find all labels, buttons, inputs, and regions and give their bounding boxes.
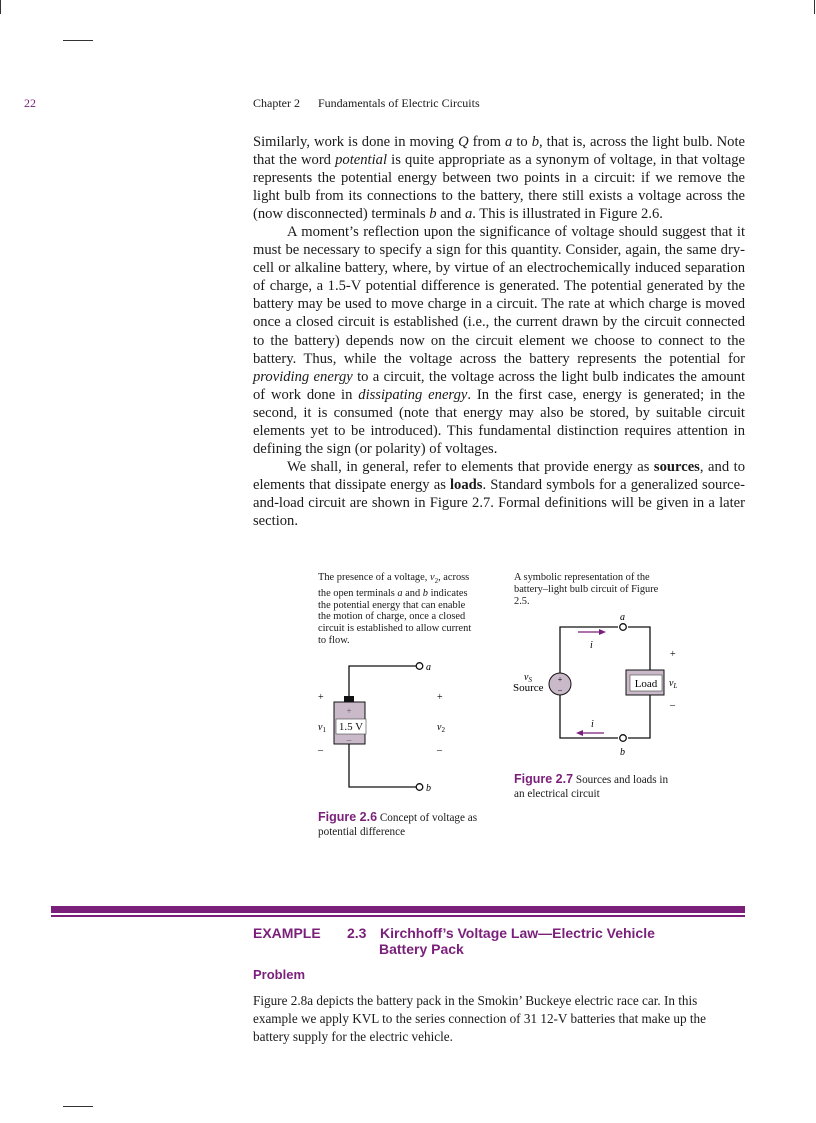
source-label: Source: [513, 682, 544, 694]
figure-2-6-diagram: [300, 650, 470, 810]
label-a: a: [426, 662, 431, 673]
battery-cap: [344, 696, 354, 702]
v2-minus: –: [437, 745, 442, 756]
example-title-line-1: Kirchhoff’s Voltage Law—Electric Vehicle: [380, 925, 655, 941]
problem-text: Figure 2.8a depicts the battery pack in the Smokin’ Buckeye electric race car. In this example we apply KVL to the series connection of 31 12-V batteries that make up the battery supply for the electric vehicle.: [253, 993, 706, 1044]
source-minus: –: [558, 685, 562, 694]
example-heading: [253, 925, 655, 957]
label-b: b: [620, 747, 625, 758]
v1-plus: +: [318, 692, 324, 703]
v2-label: $v_2$: [437, 722, 445, 734]
vs-label: $v_S$: [524, 672, 532, 684]
battery-minus-sign: –: [346, 735, 352, 745]
vl-plus: +: [670, 649, 676, 660]
paragraph-3: We shall, in general, refer to elements that provide energy as sources, and to elements that dissipate energy as loads. Standard symbols for a generalized source-and-load circuit are shown in Figure 2.7. Formal definitions will be given in a later section.: [253, 458, 745, 529]
vl-minus: –: [670, 700, 675, 711]
current-label-bottom: i: [591, 719, 594, 730]
current-arrowhead-bottom: [576, 730, 583, 736]
chapter-label: Chapter 2: [253, 96, 300, 110]
example-rule-bottom: [51, 915, 745, 917]
source-plus: +: [557, 675, 563, 684]
crop-mark: [63, 1106, 93, 1107]
label-b: b: [426, 783, 431, 794]
crop-mark: [0, 0, 1, 14]
chapter-title: Fundamentals of Electric Circuits: [318, 96, 480, 110]
page-number: 22: [24, 96, 36, 110]
terminal-b: [416, 784, 423, 791]
crop-mark: [63, 40, 93, 41]
terminal-a: [416, 663, 423, 670]
v1-minus: –: [318, 745, 323, 756]
example-number: 2.3: [347, 925, 367, 941]
v1-label: $v_1$: [318, 722, 326, 734]
current-label-top: i: [590, 640, 593, 651]
paragraph-1: Similarly, work is done in moving Q from a to b, that is, across the light bulb. Note that the word potential is quite appropriate as a synonym of voltage, in that voltage represents the potential energy between two points in a circuit: if we remove the light bulb from its connections to the battery, there still exists a voltage across the (now disconnected) terminals b and a. This is illustrated in Figure 2.6.: [253, 134, 745, 223]
running-head: [253, 96, 480, 111]
example-rule-top: [51, 906, 745, 913]
battery-value: 1.5 V: [338, 721, 364, 733]
crop-mark: [814, 0, 815, 14]
terminal-b: [620, 735, 627, 742]
figure-2-7-caption: Figure 2.7 Sources and loads in an electrical circuit: [514, 772, 669, 800]
load-label: Load: [634, 678, 658, 690]
example-label: EXAMPLE: [253, 925, 321, 941]
v2-plus: +: [437, 692, 443, 703]
paragraph-2: A moment’s reflection upon the significance of voltage should suggest that it must be necessary to specify a sign for this quantity. Consider, again, the same dry-cell or alkaline battery, where, by virtue of an electrochemically induced separation of charge, a 1.5-V potential difference is generated. The potential generated by the battery may be used to move charge in a circuit. The rate at which charge is moved once a closed circuit is established (i.e., the current drawn by the circuit connected to the battery) depends now on the circuit element we choose to connect to the battery. Thus, while the voltage across the battery represents the potential for providing energy to a circuit, the voltage across the light bulb indicates the amount of work done in dissipating energy. In the first case, energy is generated; in the second, it is consumed (note that energy may also be stored, by suitable circuit elements yet to be introduced). This fundamental distinction requires attention in defining the sign (or polarity) of voltages.: [253, 224, 745, 457]
figure-2-7-sidenote: A symbolic representation of the battery–light bulb circuit of Figure 2.5.: [514, 572, 659, 607]
battery-plus-sign: +: [346, 706, 352, 716]
problem-heading: Problem: [253, 967, 306, 982]
vl-label: $v_L$: [669, 678, 678, 690]
figure-2-6-sidenote: The presence of a voltage, $v_2$, across the open terminals a and b indicates the potential energy that can enable the motion of charge, once a closed circuit is established to allow current to flow.: [318, 572, 472, 647]
terminal-a: [620, 624, 627, 631]
label-a: a: [620, 612, 625, 623]
current-arrowhead-top: [599, 629, 606, 635]
figure-2-6-caption: Figure 2.6 Concept of voltage as potential difference: [318, 810, 478, 838]
figure-2-7-diagram: [505, 610, 695, 760]
body-text: [253, 133, 745, 530]
example-title-line-2: Battery Pack: [379, 941, 464, 957]
